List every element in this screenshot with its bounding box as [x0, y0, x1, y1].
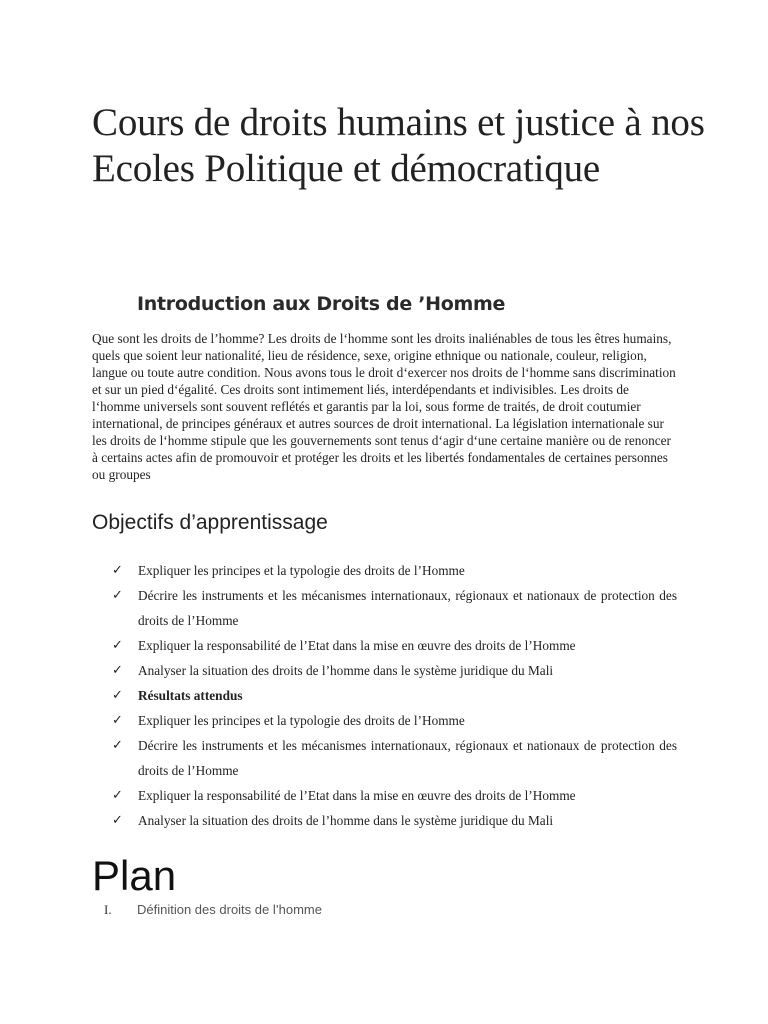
- objectives-heading: Objectifs d’apprentissage: [92, 511, 328, 534]
- plan-item-numeral: I.: [104, 902, 112, 917]
- plan-heading: Plan: [92, 852, 177, 899]
- list-item-text: Expliquer les principes et la typologie des droits de l’Homme: [138, 563, 465, 578]
- checkmark-icon: ✓: [112, 713, 123, 728]
- list-item: [112, 733, 677, 783]
- list-item: [112, 658, 677, 683]
- list-item: [112, 783, 677, 808]
- checkmark-icon: ✓: [112, 788, 123, 803]
- list-item-text: Expliquer la responsabilité de l’Etat dans la mise en œuvre des droits de l’Homme: [138, 788, 576, 803]
- list-item-results-heading: [112, 683, 677, 708]
- plan-item-label: Définition des droits de l’homme: [137, 902, 322, 917]
- list-item: [112, 708, 677, 733]
- list-item-text: Décrire les instruments et les mécanismes internationaux, régionaux et nationaux de protection des droits de l’Homme: [138, 588, 677, 628]
- objectives-list: [112, 558, 677, 833]
- checkmark-icon: ✓: [112, 638, 123, 653]
- checkmark-icon: ✓: [112, 738, 123, 753]
- checkmark-icon: ✓: [112, 588, 123, 603]
- list-item: [112, 583, 677, 633]
- checkmark-icon: ✓: [112, 813, 123, 828]
- list-item-text: Résultats attendus: [138, 688, 243, 703]
- list-item-text: Expliquer les principes et la typologie des droits de l’Homme: [138, 713, 465, 728]
- intro-paragraph: Que sont les droits de l’homme? Les droits de l‘homme sont les droits inaliénables de tous les êtres humains, quels que soient leur nationalité, lieu de résidence, sexe, origine ethnique ou nationale, couleur, religion, langue ou toute autre condition. Nous avons tous le droit d‘exercer nos droits de l‘homme sans discrimination et sur un pied d‘égalité. Ces droits sont intimement liés, interdépendants et indivisibles. Les droits de l‘homme universels sont souvent reflétés et garantis par la loi, sous forme de traités, de droit coutumier international, de principes généraux et autres sources de droit international. La législation internationale sur les droits de l‘homme stipule que les gouvernements sont tenus d‘agir d‘une certaine manière ou de renoncer à certains actes afin de promouvoir et protéger les droits et les libertés fondamentales de certaines personnes ou groupes: [92, 331, 676, 482]
- list-item-text: Analyser la situation des droits de l’homme dans le système juridique du Mali: [138, 663, 554, 678]
- document-title: Cours de droits humains et justice à nos Ecoles Politique et démocratique: [92, 101, 705, 190]
- list-item: [112, 633, 677, 658]
- list-item-text: Décrire les instruments et les mécanismes internationaux, régionaux et nationaux de protection des droits de l’Homme: [138, 738, 677, 778]
- intro-heading: Introduction aux Droits de ’Homme: [137, 293, 506, 315]
- list-item-text: Analyser la situation des droits de l’homme dans le système juridique du Mali: [138, 813, 554, 828]
- list-item: [112, 558, 677, 583]
- checkmark-icon: ✓: [112, 663, 123, 678]
- list-item-text: Expliquer la responsabilité de l’Etat dans la mise en œuvre des droits de l’Homme: [138, 638, 576, 653]
- list-item: [112, 808, 677, 833]
- checkmark-icon: ✓: [112, 563, 123, 578]
- checkmark-icon: ✓: [112, 688, 123, 703]
